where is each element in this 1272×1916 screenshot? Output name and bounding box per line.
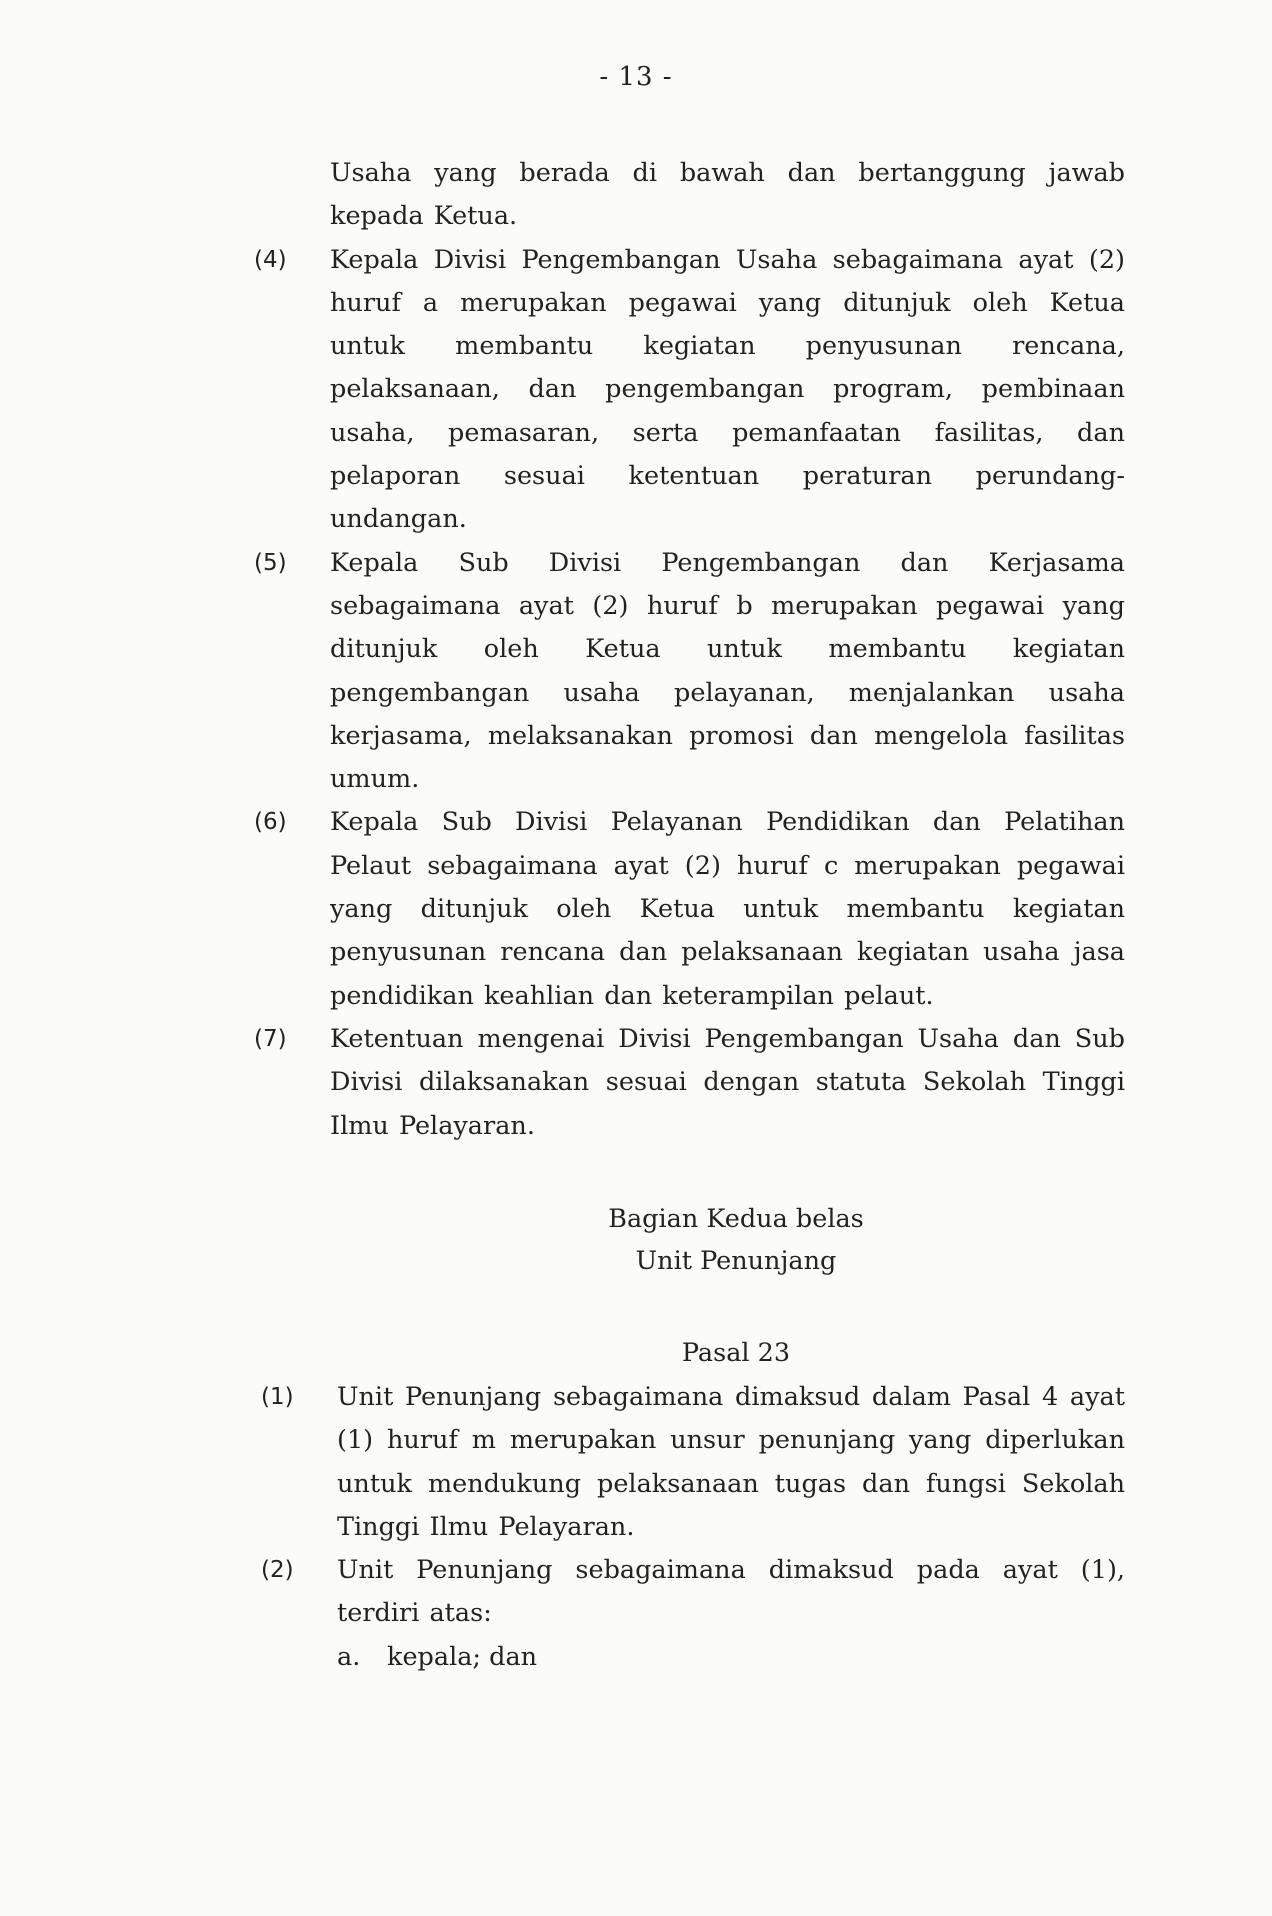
paragraph-text: Ketentuan mengenai Divisi Pengembangan Usaha dan Sub Divisi dilaksanakan sesuai dengan statuta Sekolah Tinggi Ilmu Pelayaran. bbox=[330, 1023, 1125, 1141]
section-heading-bagian: Bagian Kedua belas bbox=[608, 1204, 864, 1234]
pasal-paragraph-2 bbox=[261, 1549, 1125, 1636]
list-letter: a. bbox=[337, 1641, 361, 1672]
continuation-text: Usaha yang berada di bawah dan bertanggung jawab kepada Ketua. bbox=[330, 158, 1125, 232]
paragraph-7 bbox=[254, 1018, 1125, 1148]
paragraph-number: (1) bbox=[261, 1384, 294, 1410]
paragraph-text: Kepala Sub Divisi Pengembangan dan Kerjasama sebagaimana ayat (2) huruf b merupakan pegawai yang ditunjuk oleh Ketua untuk membantu kegiatan pengembangan usaha pelayanan, menjalankan usaha kerjasama, melaksanakan promosi dan mengelola fasilitas umum. bbox=[330, 547, 1125, 795]
paragraph-6 bbox=[254, 801, 1125, 1017]
page-number: - 13 - bbox=[599, 62, 673, 92]
paragraph-number: (2) bbox=[261, 1557, 294, 1584]
list-item-a bbox=[337, 1636, 1125, 1679]
section-divisi-pengembangan bbox=[254, 152, 1125, 1148]
paragraph-text: Kepala Divisi Pengembangan Usaha sebagaimana ayat (2) huruf a merupakan pegawai yang ditunjuk oleh Ketua untuk membantu kegiatan penyusunan rencana, pelaksanaan, dan pengembangan program, pembinaan usaha, pemasaran, serta pemanfaatan fasilitas, dan pelaporan sesuai ketentuan peraturan perundang-undangan. bbox=[330, 244, 1125, 535]
section-unit-penunjang bbox=[261, 1376, 1125, 1679]
article-heading-pasal: Pasal 23 bbox=[681, 1338, 791, 1368]
continuation-paragraph bbox=[330, 152, 1125, 239]
section-heading-unit: Unit Penunjang bbox=[635, 1246, 837, 1276]
paragraph-4 bbox=[254, 239, 1125, 542]
pasal-paragraph-1 bbox=[261, 1376, 1125, 1549]
list-item-text: kepala; dan bbox=[387, 1641, 538, 1672]
paragraph-number: (5) bbox=[254, 549, 287, 576]
paragraph-text: Unit Penunjang sebagaimana dimaksud dalam Pasal 4 ayat (1) huruf m merupakan unsur penunjang yang diperlukan untuk mendukung pelaksanaan tugas dan fungsi Sekolah Tinggi Ilmu Pelayaran. bbox=[337, 1382, 1125, 1542]
paragraph-number: (6) bbox=[254, 809, 287, 836]
paragraph-text: Unit Penunjang sebagaimana dimaksud pada ayat (1), terdiri atas: bbox=[337, 1555, 1125, 1629]
paragraph-5 bbox=[254, 542, 1125, 802]
paragraph-number: (4) bbox=[254, 246, 287, 273]
paragraph-number: (7) bbox=[254, 1025, 287, 1052]
paragraph-text: Kepala Sub Divisi Pelayanan Pendidikan dan Pelatihan Pelaut sebagaimana ayat (2) huruf c merupakan pegawai yang ditunjuk oleh Ketua untuk membantu kegiatan penyusunan rencana dan pelaksanaan kegiatan usaha jasa pendidikan keahlian dan keterampilan pelaut. bbox=[330, 807, 1125, 1011]
